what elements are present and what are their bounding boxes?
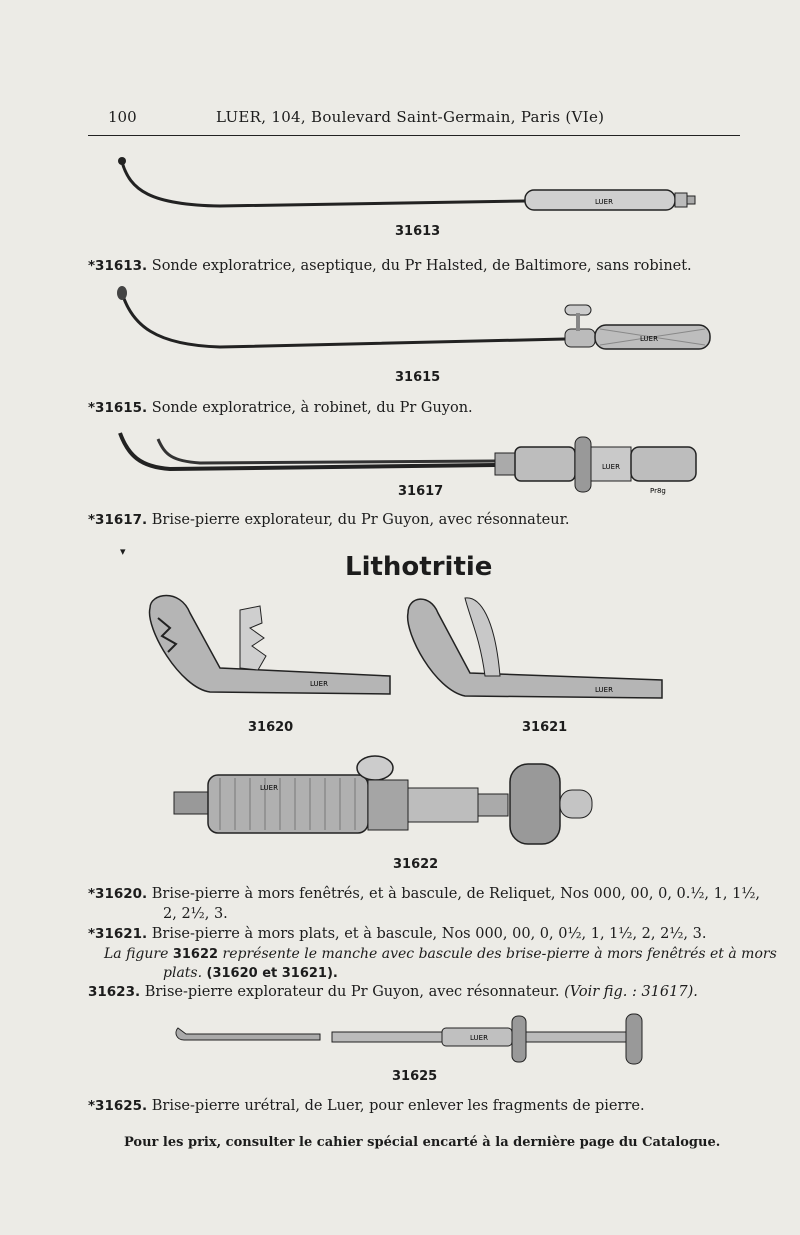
note-ref: 31622	[172, 947, 219, 962]
entry-number: 31623.	[88, 984, 141, 1000]
engraving-31621: LUER	[595, 686, 613, 694]
engraving-31615: LUER	[640, 335, 658, 343]
header-rule	[88, 135, 740, 136]
figure-31622-handle	[170, 750, 600, 855]
printer-mark: ▾	[120, 545, 126, 558]
engraving-31617: LUER	[602, 463, 620, 471]
engraving-31620: LUER	[310, 680, 328, 688]
entry-text: Brise-pierre urétral, de Luer, pour enlever les fragments de pierre.	[147, 1098, 645, 1114]
entry-31620	[88, 886, 760, 902]
caption-number: *31615.	[88, 400, 148, 416]
note-text: représente le manche avec bascule des brise-pierre à mors fenêtrés et à mors	[218, 946, 777, 962]
entry-text: Brise-pierre à mors fenêtrés, et à bascule, de Reliquet, Nos 000, 00, 0, 0.½, 1, 1½,	[147, 886, 760, 902]
entry-ref: (Voir fig. : 31617).	[564, 984, 698, 1000]
entry-text: Brise-pierre à mors plats, et à bascule, Nos 000, 00, 0, 0½, 1, 1½, 2, 2½, 3.	[147, 926, 707, 942]
entry-31621	[88, 926, 706, 942]
figure-note	[104, 946, 777, 962]
entry-number: *31625.	[88, 1098, 148, 1114]
caption-31615	[88, 400, 473, 416]
entry-31620-continued: 2, 2½, 3.	[163, 906, 228, 922]
figure-label-31622: 31622	[393, 857, 439, 872]
figure-label-31620: 31620	[248, 720, 294, 735]
footer-note: Pour les prix, consulter le cahier spécial encarté à la dernière page du Catalogue.	[124, 1135, 721, 1150]
page-number: 100	[108, 108, 137, 126]
figure-31625-urethral	[170, 1010, 660, 1070]
entry-31625	[88, 1098, 645, 1114]
caption-number: *31613.	[88, 258, 148, 274]
engraving-31613: LUER	[595, 198, 613, 206]
engraving-31625: LUER	[470, 1034, 488, 1042]
figure-31620-jaws	[140, 588, 400, 708]
entry-number: *31621.	[88, 926, 148, 942]
running-title: LUER, 104, Boulevard Saint-Germain, Paris (VIe)	[216, 108, 605, 126]
caption-text: Sonde exploratrice, aseptique, du Pr Halsted, de Baltimore, sans robinet.	[147, 258, 692, 274]
figure-31613-probe	[110, 150, 710, 220]
entry-number: *31620.	[88, 886, 148, 902]
note-text: plats.	[163, 965, 207, 981]
maker-tag: Pr8g	[650, 487, 666, 495]
figure-note-continued	[163, 965, 338, 981]
figure-label-31617: 31617	[398, 484, 444, 499]
engraving-31622: LUER	[260, 784, 278, 792]
figure-label-31621: 31621	[522, 720, 568, 735]
figure-31621-jaws	[400, 588, 670, 708]
caption-31613	[88, 258, 692, 274]
caption-text: Brise-pierre explorateur, du Pr Guyon, avec résonnateur.	[147, 512, 570, 528]
section-title: Lithotritie	[345, 552, 493, 582]
figure-label-31615: 31615	[395, 370, 441, 385]
figure-31615-probe	[110, 285, 720, 365]
caption-31617	[88, 512, 570, 528]
caption-text: Sonde exploratrice, à robinet, du Pr Guyon.	[147, 400, 473, 416]
entry-31623	[88, 984, 698, 1000]
caption-number: *31617.	[88, 512, 148, 528]
entry-text: Brise-pierre explorateur du Pr Guyon, avec résonnateur.	[140, 984, 565, 1000]
figure-label-31613: 31613	[395, 224, 441, 239]
note-ref: (31620 et 31621).	[206, 966, 338, 981]
figure-label-31625: 31625	[392, 1069, 438, 1084]
note-text: La figure	[104, 946, 173, 962]
